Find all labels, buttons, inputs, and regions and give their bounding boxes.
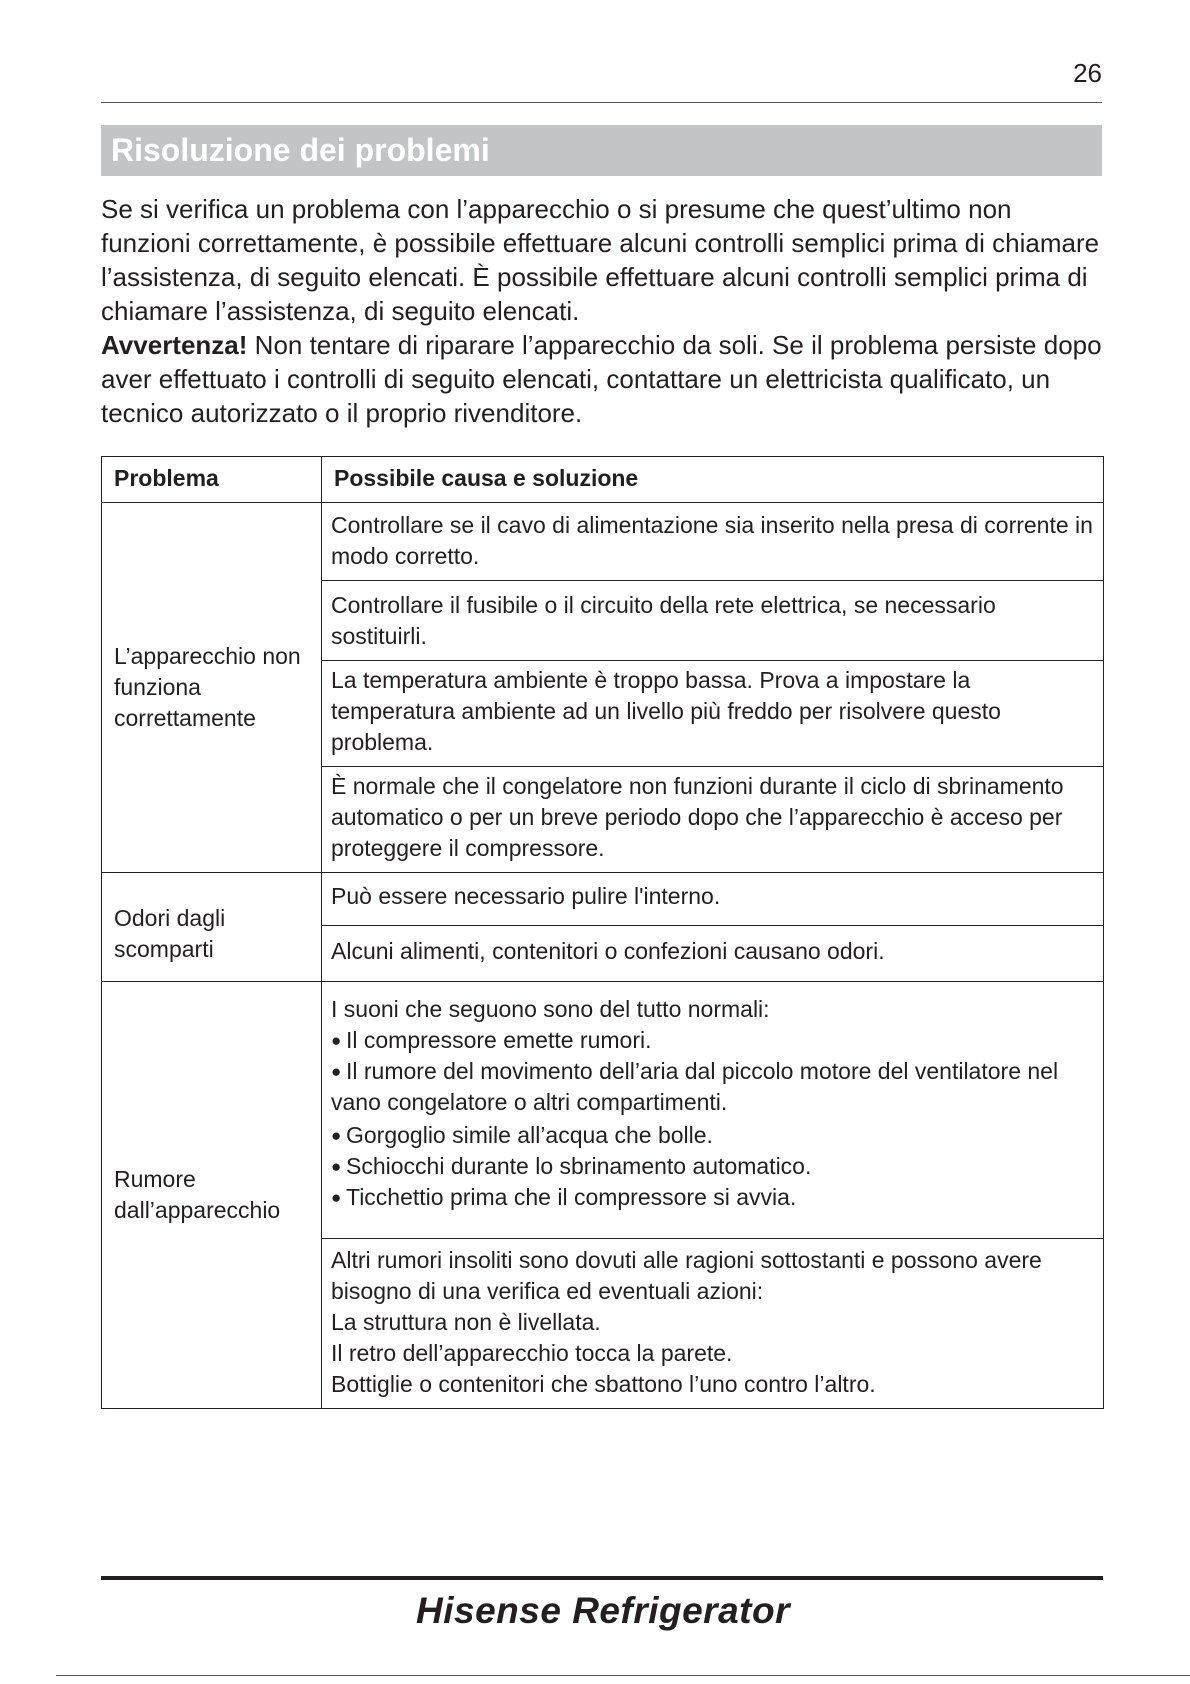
problem-cell: L’apparecchio non funziona correttamente [102, 503, 322, 873]
problem-cell: Odori dagli scomparti [102, 873, 322, 982]
brand-logo: Hisense Refrigerator [416, 1590, 790, 1631]
solution-cell: Controllare il fusibile o il circuito della rete elettrica, se necessario sostituirli. [322, 581, 1104, 661]
noise-intro: I suoni che seguono sono del tutto normali: [331, 996, 770, 1022]
other-noise-line: Il retro dell’apparecchio tocca la parete. [331, 1340, 733, 1366]
problem-cell: Rumore dall’apparecchio [102, 982, 322, 1409]
table-row [102, 873, 1104, 926]
table-header-row [102, 457, 1104, 503]
section-title: Risoluzione dei problemi [111, 132, 490, 168]
noise-bullet: ● Schiocchi durante lo sbrinamento automatico. [331, 1151, 1093, 1182]
header-problem: Problema [102, 457, 322, 503]
noise-bullet: ● Il compressore emette rumori. [331, 1025, 1093, 1056]
solution-cell: È normale che il congelatore non funzioni durante il ciclo di sbrinamento automatico o per un breve periodo dopo che l’apparecchio è acceso per proteggere il compressore. [322, 767, 1104, 873]
header-solution: Possibile causa e soluzione [322, 457, 1104, 503]
table-row [102, 503, 1104, 581]
footer-divider [101, 1576, 1103, 1580]
other-noise-intro: Altri rumori insoliti sono dovuti alle ragioni sottostanti e possono avere bisogno di una verifica ed eventuali azioni: [331, 1247, 1042, 1304]
noise-bullet: ● Il rumore del movimento dell’aria dal piccolo motore del ventilatore nel vano congelatore o altri compartimenti. [331, 1056, 1093, 1118]
solution-cell [322, 1239, 1104, 1409]
solution-cell [322, 982, 1104, 1239]
intro-paragraph: Se si verifica un problema con l’apparecchio o si presume che quest’ultimo non funzioni correttamente, è possibile effettuare alcuni controlli semplici prima di chiamare l’assistenza, di seguito elencati. È possibile effettuare alcuni controlli semplici prima di chiamare l’assistenza, di seguito elencati. [101, 194, 1100, 326]
solution-cell: Alcuni alimenti, contenitori o confezioni causano odori. [322, 926, 1104, 982]
warning-text: Non tentare di riparare l’apparecchio da soli. Se il problema persiste dopo aver effettuato i controlli di seguito elencati, contattare un elettricista qualificato, un tecnico autorizzato o il proprio rivenditore. [101, 330, 1102, 428]
section-header [101, 125, 1102, 176]
noise-bullet: ● Gorgoglio simile all’acqua che bolle. [331, 1120, 1093, 1151]
troubleshooting-table [101, 456, 1104, 1409]
solution-cell: Può essere necessario pulire l'interno. [322, 873, 1104, 926]
warning-paragraph [101, 328, 1106, 430]
solution-cell: La temperatura ambiente è troppo bassa. Prova a impostare la temperatura ambiente ad un livello più freddo per risolvere questo problema. [322, 661, 1104, 767]
page-number: 26 [1073, 58, 1102, 88]
intro-text [101, 192, 1106, 430]
top-divider [101, 102, 1102, 103]
table-row [102, 982, 1104, 1239]
noise-bullet: ● Ticchettio prima che il compressore si avvia. [331, 1182, 1093, 1213]
solution-cell: Controllare se il cavo di alimentazione sia inserito nella presa di corrente in modo corretto. [322, 503, 1104, 581]
other-noise-line: La struttura non è livellata. [331, 1309, 601, 1335]
bottom-divider [56, 1675, 1190, 1676]
warning-label: Avvertenza! [101, 330, 248, 360]
other-noise-line: Bottiglie o contenitori che sbattono l’uno contro l’altro. [331, 1371, 876, 1397]
